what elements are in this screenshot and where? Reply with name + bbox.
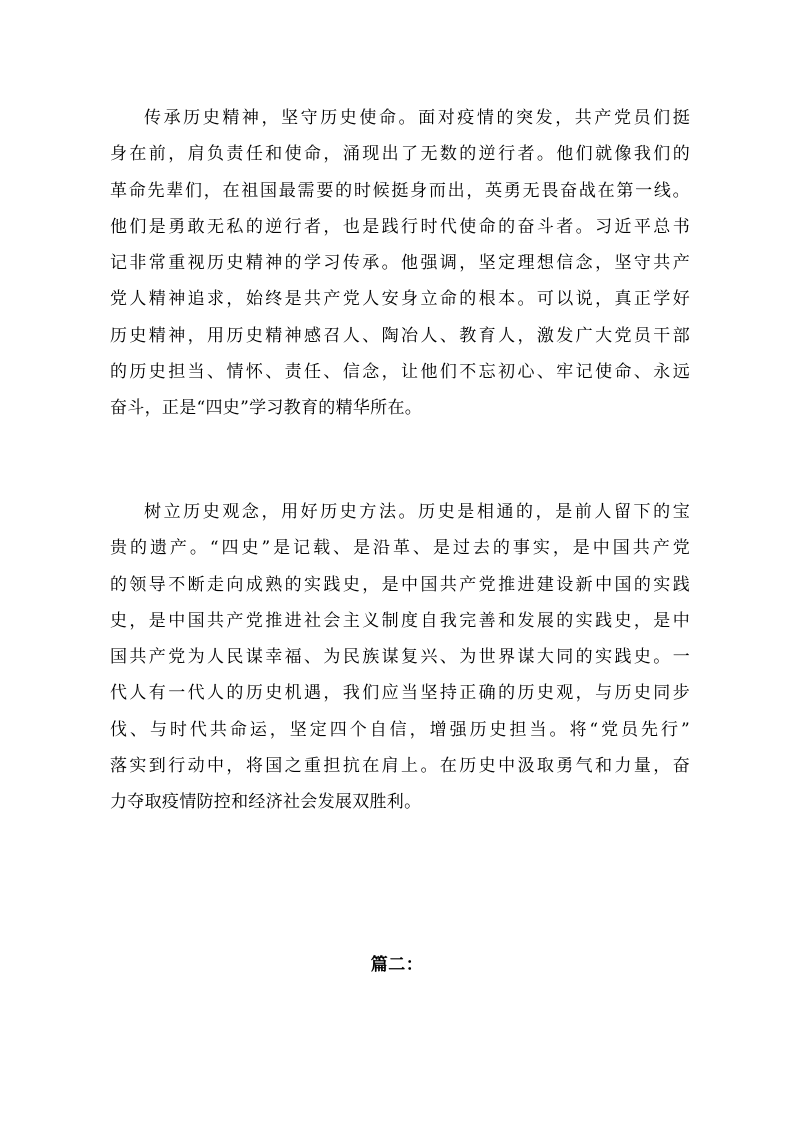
paragraph-line: 代人有一代人的历史机遇，我们应当坚持正确的历史观，与历史同步 [110,683,690,704]
paragraph-line: 的历史担当、情怀、责任、信念，让他们不忘初心、牢记使命、永远 [110,362,690,383]
paragraph-history-spirit [110,100,690,427]
paragraph-line: 奋斗，正是“四史”学习教育的精华所在。 [110,398,423,419]
paragraph-line: 史，是中国共产党推进社会主义制度自我完善和发展的实践史，是中 [110,610,690,631]
paragraph-line: 记非常重视历史精神的学习传承。他强调，坚定理想信念，坚守共产 [110,253,690,274]
paragraph-line: 他们是勇敢无私的逆行者，也是践行时代使命的奋斗者。习近平总书 [110,216,690,237]
paragraph-line: 革命先辈们，在祖国最需要的时候挺身而出，英勇无畏奋战在第一线。 [110,180,690,201]
paragraph-line: 贵的遗产。“四史”是记载、是沿革、是过去的事实，是中国共产党 [110,538,690,559]
paragraph-line: 树立历史观念，用好历史方法。历史是相通的，是前人留下的宝 [144,502,690,522]
paragraph-line: 历史精神，用历史精神感召人、陶冶人、教育人，激发广大党员干部 [110,325,690,346]
paragraph-line: 力夺取疫情防控和经济社会发展双胜利。 [110,792,422,813]
paragraph-line: 党人精神追求，始终是共产党人安身立命的根本。可以说，真正学好 [110,289,690,310]
paragraph-history-view [110,494,690,821]
paragraph-line: 的领导不断走向成熟的实践史，是中国共产党推进建设新中国的实践 [110,574,690,595]
paragraph-line: 身在前，肩负责任和使命，涌现出了无数的逆行者。他们就像我们的 [110,144,690,165]
paragraph-line: 国共产党为人民谋幸福、为民族谋复兴、为世界谋大同的实践史。一 [110,647,690,668]
paragraph-line: 传承历史精神，坚守历史使命。面对疫情的突发，共产党员们挺 [144,108,690,128]
paragraph-line: 伐、与时代共命运，坚定四个自信，增强历史担当。将“党员先行” [110,719,690,740]
section-heading: 篇二： [370,955,424,975]
paragraph-line: 落实到行动中，将国之重担抗在肩上。在历史中汲取勇气和力量，奋 [110,756,690,777]
